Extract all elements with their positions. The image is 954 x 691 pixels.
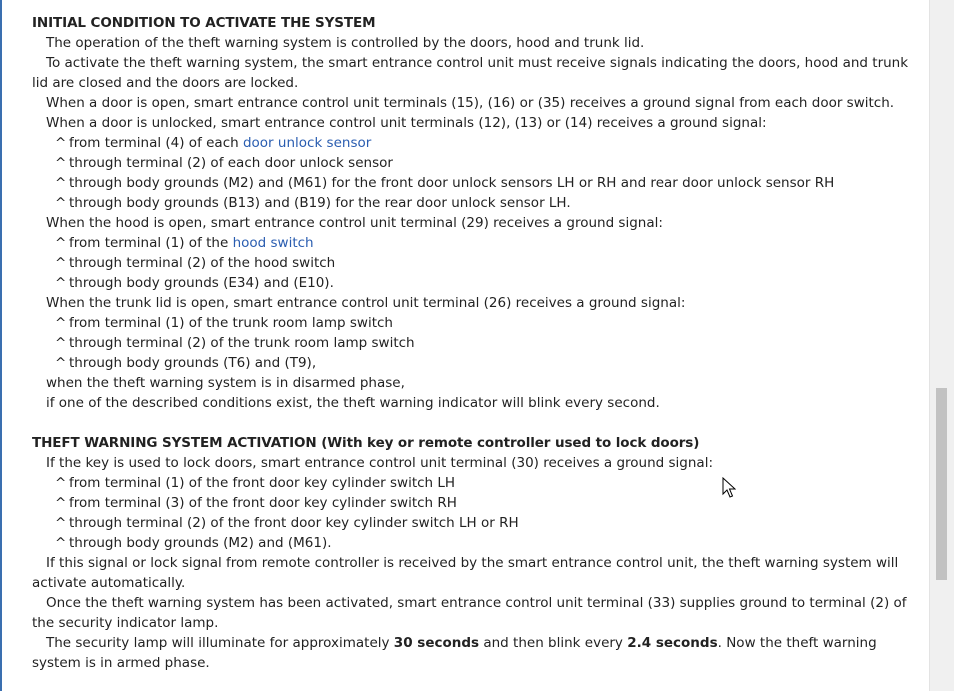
section-spacer [32, 413, 922, 433]
paragraph-text: . Now the theft warning system is in armed phase. [32, 635, 877, 671]
list-item-text: from terminal (1) of the trunk room lamp switch [69, 315, 393, 331]
list-item-text: through body grounds (B13) and (B19) for the rear door unlock sensor LH. [69, 195, 571, 211]
paragraph: If the key is used to lock doors, smart entrance control unit terminal (30) receives a ground signal: [46, 455, 713, 471]
bullet-caret: ^ [55, 335, 67, 351]
list-item-text: through body grounds (T6) and (T9), [69, 355, 317, 371]
duration-blink: 2.4 seconds [627, 635, 718, 651]
list-item-text: through terminal (2) of each door unlock sensor [69, 155, 393, 171]
bullet-caret: ^ [55, 155, 67, 171]
hood-switch-link[interactable]: hood switch [232, 235, 314, 251]
bullet-caret: ^ [55, 355, 67, 371]
bullet-caret: ^ [55, 235, 67, 251]
list-item [32, 253, 922, 273]
scrollbar-thumb[interactable] [936, 388, 947, 580]
bullet-caret: ^ [55, 535, 67, 551]
door-unlock-sensor-link[interactable]: door unlock sensor [242, 135, 372, 151]
list-item-text: through body grounds (M2) and (M61). [69, 535, 332, 551]
paragraph: When a door is open, smart entrance control unit terminals (15), (16) or (35) receives a ground signal from each door switch. [46, 95, 895, 111]
list-item-text: from terminal (4) of each [69, 135, 243, 151]
list-item [32, 513, 922, 533]
list-item-text: through body grounds (M2) and (M61) for the front door unlock sensors LH or RH and rear door unlock sensor RH [69, 175, 835, 191]
paragraph: When the trunk lid is open, smart entrance control unit terminal (26) receives a ground signal: [46, 295, 686, 311]
paragraph: Once the theft warning system has been activated, smart entrance control unit terminal (33) supplies ground to terminal (2) of the security indicator lamp. [32, 595, 907, 631]
paragraph-text: The security lamp will illuminate for approximately [46, 635, 394, 651]
list-item-text: from terminal (3) of the front door key cylinder switch RH [69, 495, 457, 511]
bullet-caret: ^ [55, 315, 67, 331]
bullet-caret: ^ [55, 195, 67, 211]
paragraph: When a door is unlocked, smart entrance control unit terminals (12), (13) or (14) receives a ground signal: [46, 115, 767, 131]
bullet-caret: ^ [55, 255, 67, 271]
list-item-text: through terminal (2) of the hood switch [69, 255, 336, 271]
paragraph: The operation of the theft warning system is controlled by the doors, hood and trunk lid. [46, 35, 645, 51]
mouse-pointer-icon [722, 477, 736, 499]
paragraph: If this signal or lock signal from remote controller is received by the smart entrance control unit, the theft warning system will activate automatically. [32, 555, 899, 591]
list-item [32, 173, 922, 193]
bullet-caret: ^ [55, 135, 67, 151]
window-edge [0, 0, 2, 691]
bullet-caret: ^ [55, 475, 67, 491]
bullet-caret: ^ [55, 515, 67, 531]
paragraph: when the theft warning system is in disarmed phase, [46, 375, 405, 391]
section-heading-initial-condition: INITIAL CONDITION TO ACTIVATE THE SYSTEM [32, 15, 376, 31]
paragraph: When the hood is open, smart entrance control unit terminal (29) receives a ground signal: [46, 215, 663, 231]
bullet-caret: ^ [55, 275, 67, 291]
paragraph: if one of the described conditions exist, the theft warning indicator will blink every second. [46, 395, 660, 411]
list-item [32, 493, 922, 513]
list-item-text: through terminal (2) of the front door key cylinder switch LH or RH [69, 515, 519, 531]
vertical-scrollbar[interactable] [929, 0, 954, 691]
list-item-text: through body grounds (E34) and (E10). [69, 275, 334, 291]
duration-illuminate: 30 seconds [393, 635, 480, 651]
bullet-caret: ^ [55, 495, 67, 511]
list-item-text: from terminal (1) of the front door key cylinder switch LH [69, 475, 456, 491]
paragraph [32, 633, 922, 673]
list-item [32, 313, 922, 333]
list-item [32, 353, 922, 373]
list-item [32, 333, 922, 353]
list-item-text: from terminal (1) of the [69, 235, 233, 251]
list-item [32, 473, 922, 493]
section-heading-activation: THEFT WARNING SYSTEM ACTIVATION (With key or remote controller used to lock doors) [32, 435, 700, 451]
list-item [32, 193, 922, 213]
list-item [32, 153, 922, 173]
paragraph-text: and then blink every [479, 635, 628, 651]
bullet-caret: ^ [55, 175, 67, 191]
list-item [32, 233, 922, 253]
list-item [32, 133, 922, 153]
list-item [32, 273, 922, 293]
list-item-text: through terminal (2) of the trunk room lamp switch [69, 335, 415, 351]
document-content [32, 13, 922, 673]
paragraph: To activate the theft warning system, the smart entrance control unit must receive signals indicating the doors, hood and trunk lid are closed and the doors are locked. [32, 55, 909, 91]
list-item [32, 533, 922, 553]
